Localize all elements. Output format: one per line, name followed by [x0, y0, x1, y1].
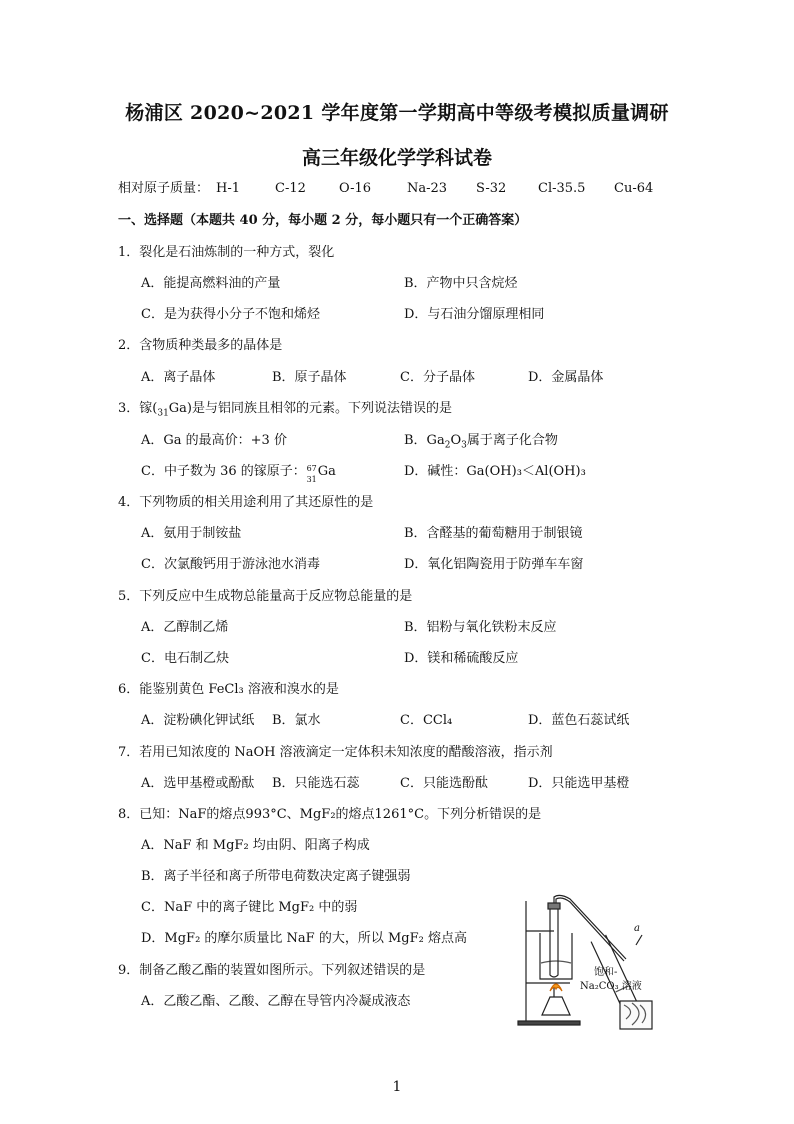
element-symbol: Ga: [317, 464, 336, 479]
question-6-option-a: A．淀粉碘化钾试纸: [141, 713, 255, 728]
question-4-option-b: B．含醛基的葡萄糖用于制银镜: [404, 526, 583, 541]
question-7-option-a: A．选甲基橙或酚酞: [141, 776, 255, 791]
question-9-stem: 9．制备乙酸乙酯的装置如图所示。下列叙述错误的是: [118, 963, 426, 978]
atomic-mass-s: S-32: [476, 181, 507, 196]
nuclide-notation: [306, 463, 318, 484]
question-3-option-c: [141, 463, 336, 484]
question-2-option-b: B．原子晶体: [272, 370, 347, 385]
question-6-option-b: B．氯水: [272, 713, 321, 728]
figure-label-na2co3: Na₂CO₃ 溶液: [580, 981, 642, 992]
question-1-option-a: A．能提高燃料油的产量: [141, 276, 281, 291]
atomic-mass-label: 相对原子质量：: [118, 181, 210, 196]
option-b-text: 属于离子化合物: [466, 433, 558, 448]
atomic-mass-cu: Cu-64: [614, 181, 654, 196]
option-b-text: O: [450, 433, 462, 448]
question-5-option-c: C．电石制乙炔: [141, 651, 229, 666]
question-4-option-c: C．次氯酸钙用于游泳池水消毒: [141, 557, 320, 572]
question-2-option-d: D．金属晶体: [528, 370, 604, 385]
question-1-stem: 1．裂化是石油炼制的一种方式，裂化: [118, 245, 335, 260]
question-6-option-c: C．CCl₄: [400, 713, 453, 728]
atomic-mass-cl: Cl-35.5: [538, 181, 586, 196]
figure-label-a: a: [634, 923, 640, 934]
question-8-option-a: A．NaF 和 MgF₂ 均由阴、阳离子构成: [141, 838, 370, 853]
question-3-option-a: A．Ga 的最高价：+3 价: [141, 433, 287, 448]
question-8-option-c: C．NaF 中的离子键比 MgF₂ 中的弱: [141, 900, 358, 915]
question-6-stem: 6．能鉴别黄色 FeCl₃ 溶液和溴水的是: [118, 682, 339, 697]
question-5-stem: 5．下列反应中生成物总能量高于反应物总能量的是: [118, 589, 413, 604]
question-7-option-b: B．只能选石蕊: [272, 776, 360, 791]
question-1-option-c: C．是为获得小分子不饱和烯烃: [141, 307, 320, 322]
exam-title: 杨浦区 2020~2021 学年度第一学期高中等级考模拟质量调研: [125, 102, 669, 124]
mass-number: 67: [306, 463, 317, 473]
question-8-stem: 8．已知：NaF的熔点993°C、MgF₂的熔点1261°C。下列分析错误的是: [118, 807, 542, 822]
question-4-option-a: A．氨用于制铵盐: [141, 526, 242, 541]
question-7-stem: 7．若用已知浓度的 NaOH 溶液滴定一定体积未知浓度的醋酸溶液，指示剂: [118, 745, 553, 760]
question-3-stem-part: 3．镓(: [118, 401, 158, 416]
question-9-option-a: A．乙酸乙酯、乙酸、乙醇在导管内冷凝成液态: [141, 994, 411, 1009]
section-heading: 一、选择题（本题共 40 分，每小题 2 分，每小题只有一个正确答案）: [118, 213, 528, 228]
question-4-option-d: D．氧化铝陶瓷用于防弹车车窗: [404, 557, 584, 572]
atomic-mass-h: H-1: [216, 181, 241, 196]
question-6-option-d: D．蓝色石蕊试纸: [528, 713, 630, 728]
question-5-option-d: D．镁和稀硫酸反应: [404, 651, 519, 666]
atomic-mass-na: Na-23: [407, 181, 448, 196]
subscript: 3: [461, 440, 467, 451]
question-8-option-d: D．MgF₂ 的摩尔质量比 NaF 的大，所以 MgF₂ 熔点高: [141, 931, 467, 946]
ethyl-acetate-apparatus-figure: [514, 893, 654, 1033]
question-7-option-c: C．只能选酚酞: [400, 776, 488, 791]
question-1-option-b: B．产物中只含烷烃: [404, 276, 518, 291]
apparatus-drawing: [514, 893, 654, 1033]
atomic-number: 31: [306, 474, 317, 484]
question-5-option-b: B．铝粉与氧化铁粉末反应: [404, 620, 557, 635]
question-7-option-d: D．只能选甲基橙: [528, 776, 630, 791]
exam-subtitle: 高三年级化学学科试卷: [301, 147, 492, 169]
question-3-stem-rest: Ga)是与铝同族且相邻的元素。下列说法错误的是: [168, 401, 453, 416]
question-2-option-a: A．离子晶体: [141, 370, 216, 385]
subscript: 2: [444, 440, 451, 451]
atomic-mass-o: O-16: [339, 181, 372, 196]
question-3-option-d: D．碱性：Ga(OH)₃＜Al(OH)₃: [404, 464, 586, 479]
atomic-mass-c: C-12: [275, 181, 306, 196]
question-2-stem: 2．含物质种类最多的晶体是: [118, 338, 283, 353]
question-3-atomic-number: 31: [157, 408, 169, 419]
figure-label-saturated: 饱和-: [594, 967, 618, 978]
question-1-option-d: D．与石油分馏原理相同: [404, 307, 545, 322]
question-5-option-a: A．乙醇制乙烯: [141, 620, 229, 635]
question-8-option-b: B．离子半径和离子所带电荷数决定离子键强弱: [141, 869, 411, 884]
question-3-stem: [118, 400, 452, 418]
question-4-stem: 4．下列物质的相关用途利用了其还原性的是: [118, 495, 374, 510]
question-2-option-c: C．分子晶体: [400, 370, 475, 385]
page-number: 1: [392, 1079, 402, 1095]
option-b-text: B．Ga: [404, 433, 445, 448]
option-c-text: C．中子数为 36 的镓原子：: [141, 464, 306, 479]
question-3-option-b: [404, 432, 558, 450]
